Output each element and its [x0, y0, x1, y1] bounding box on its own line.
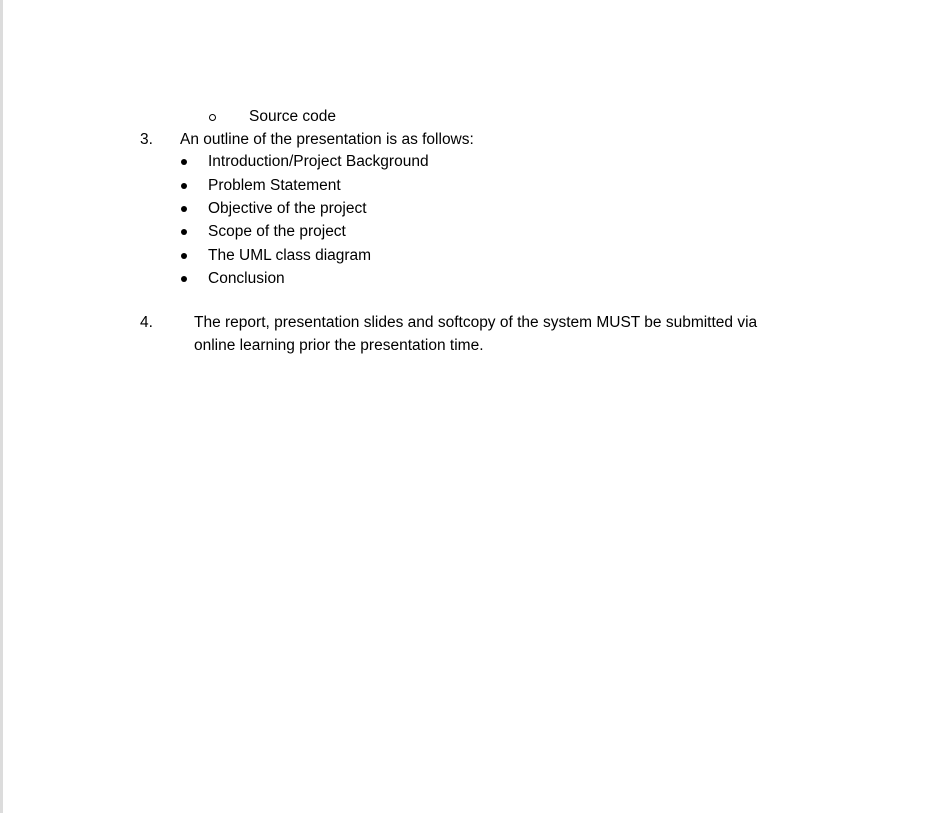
outline-item: The UML class diagram	[208, 247, 372, 264]
item-3-text: An outline of the presentation is as follows:	[180, 131, 474, 148]
source-code-item: Source code	[249, 108, 337, 125]
outline-item: Scope of the project	[208, 223, 346, 240]
bullet-icon	[181, 229, 187, 235]
outline-item: Conclusion	[208, 270, 285, 287]
outline-item: Problem Statement	[208, 177, 341, 194]
bullet-icon	[181, 276, 187, 282]
circle-bullet-icon	[209, 114, 216, 121]
bullet-icon	[181, 183, 187, 189]
bullet-icon	[181, 206, 187, 212]
outline-item: Introduction/Project Background	[208, 153, 429, 170]
bullet-icon	[181, 253, 187, 259]
item-4-number: 4.	[140, 314, 153, 331]
bullet-icon	[181, 159, 187, 165]
item-4-text-line-1: The report, presentation slides and softcopy of the system MUST be submitted via	[194, 314, 758, 331]
item-3-number: 3.	[140, 131, 153, 148]
outline-item: Objective of the project	[208, 200, 367, 217]
document-page	[3, 0, 930, 813]
item-4-text-line-2: online learning prior the presentation time.	[194, 337, 484, 354]
